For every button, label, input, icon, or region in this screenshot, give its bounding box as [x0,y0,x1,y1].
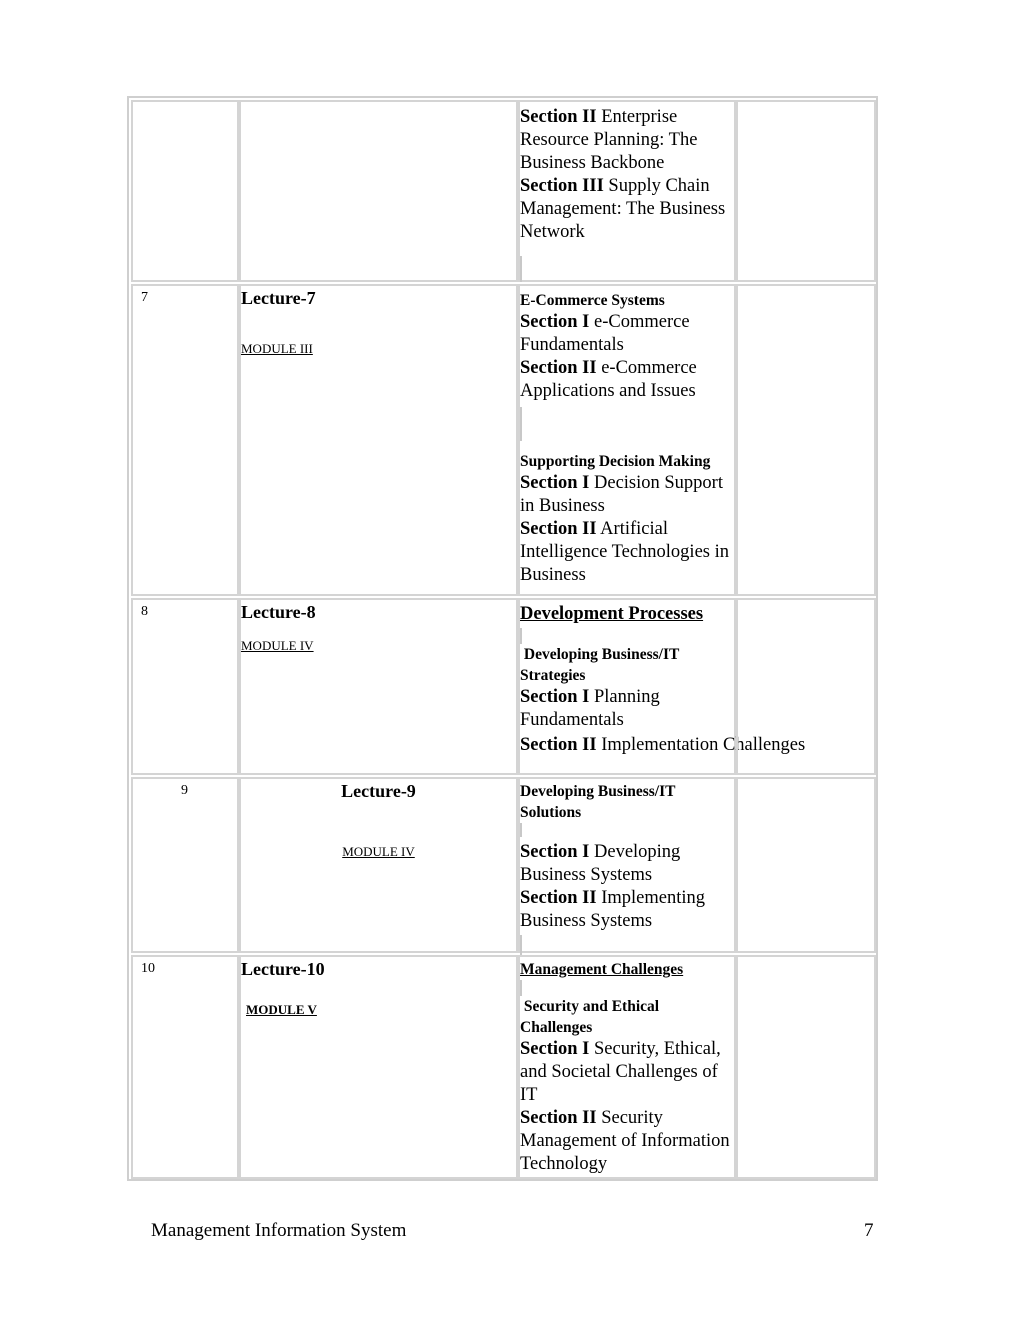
section-line: Section I Security, Ethical, and Societal Challenges of IT [520,1039,721,1105]
section-line: Section II Artificial Intelligence Technologies in Business [520,519,729,585]
footer-document-title: Management Information System [151,1220,407,1241]
row-1-content-cell [518,100,736,282]
row-8-lecture-cell [239,598,518,775]
syllabus-table [127,96,878,1181]
lecture-number: 10 [141,961,155,976]
lecture-number: 7 [141,290,148,305]
empty-paragraph-marker [520,935,522,955]
section-line: Section II e-Commerce Applications and Issues [520,358,697,401]
row-8-content-cell [518,598,806,775]
row-8-extra-cell [736,598,876,775]
section-line: Section I Planning Fundamentals [520,687,660,730]
topic-heading: Development Processes [520,604,704,624]
topic-heading: Developing Business/IT Strategies [520,646,683,684]
row-1-section-line: Section II Enterprise Resource Planning: The Business Backbone [520,107,698,173]
topic-heading: Supporting Decision Making [520,453,711,470]
lecture-title: Lecture-7 [241,288,316,308]
topic-heading: Developing Business/IT Solutions [520,783,676,821]
lecture-title: Lecture-10 [241,959,325,979]
topic-heading: Security and Ethical Challenges [520,998,663,1036]
row-9-content-cell [518,777,736,953]
module-link[interactable]: MODULE IV [241,638,314,653]
row-9-num-cell [131,777,239,953]
row-1-section-line: Section III Supply Chain Management: The Business Network [520,176,726,242]
module-link[interactable]: MODULE III [241,341,313,356]
row-10-num-cell [131,955,239,1179]
section-line: Section II Implementation Challenges [520,735,806,755]
row-7-num-cell [131,284,239,596]
row-9-lecture-cell [239,777,518,953]
empty-paragraph-marker [520,628,522,644]
section-line: Section I Developing Business Systems [520,842,681,885]
row-1-num-cell [131,100,239,282]
row-8-num-cell [131,598,239,775]
section-line: Section I e-Commerce Fundamentals [520,312,690,355]
row-10-lecture-cell [239,955,518,1179]
empty-paragraph-marker [520,256,522,282]
lecture-number: 9 [181,783,188,798]
module-link[interactable]: MODULE V [246,1002,317,1017]
lecture-number: 8 [141,604,148,619]
row-9-extra-cell [736,777,876,953]
footer-page-number: 7 [864,1220,874,1241]
section-line: Section II Implementing Business Systems [520,888,705,931]
topic-heading: Management Challenges [520,961,684,978]
empty-paragraph-marker [520,823,522,837]
lecture-title: Lecture-9 [341,781,416,801]
row-10-content-cell [518,955,736,1179]
row-10-extra-cell [736,955,876,1179]
section-line: Section I Decision Support in Business [520,473,723,516]
empty-paragraph-marker [520,980,522,996]
row-7-lecture-cell [239,284,518,596]
empty-paragraph-marker [520,407,522,441]
module-link[interactable]: MODULE IV [342,844,415,859]
row-1-extra-cell [736,100,876,282]
row-7-extra-cell [736,284,876,596]
section-line: Section II Security Management of Information Technology [520,1108,730,1174]
lecture-title: Lecture-8 [241,602,316,622]
row-1-lecture-cell [239,100,518,282]
row-7-content-cell [518,284,736,596]
topic-heading: E-Commerce Systems [520,292,665,309]
